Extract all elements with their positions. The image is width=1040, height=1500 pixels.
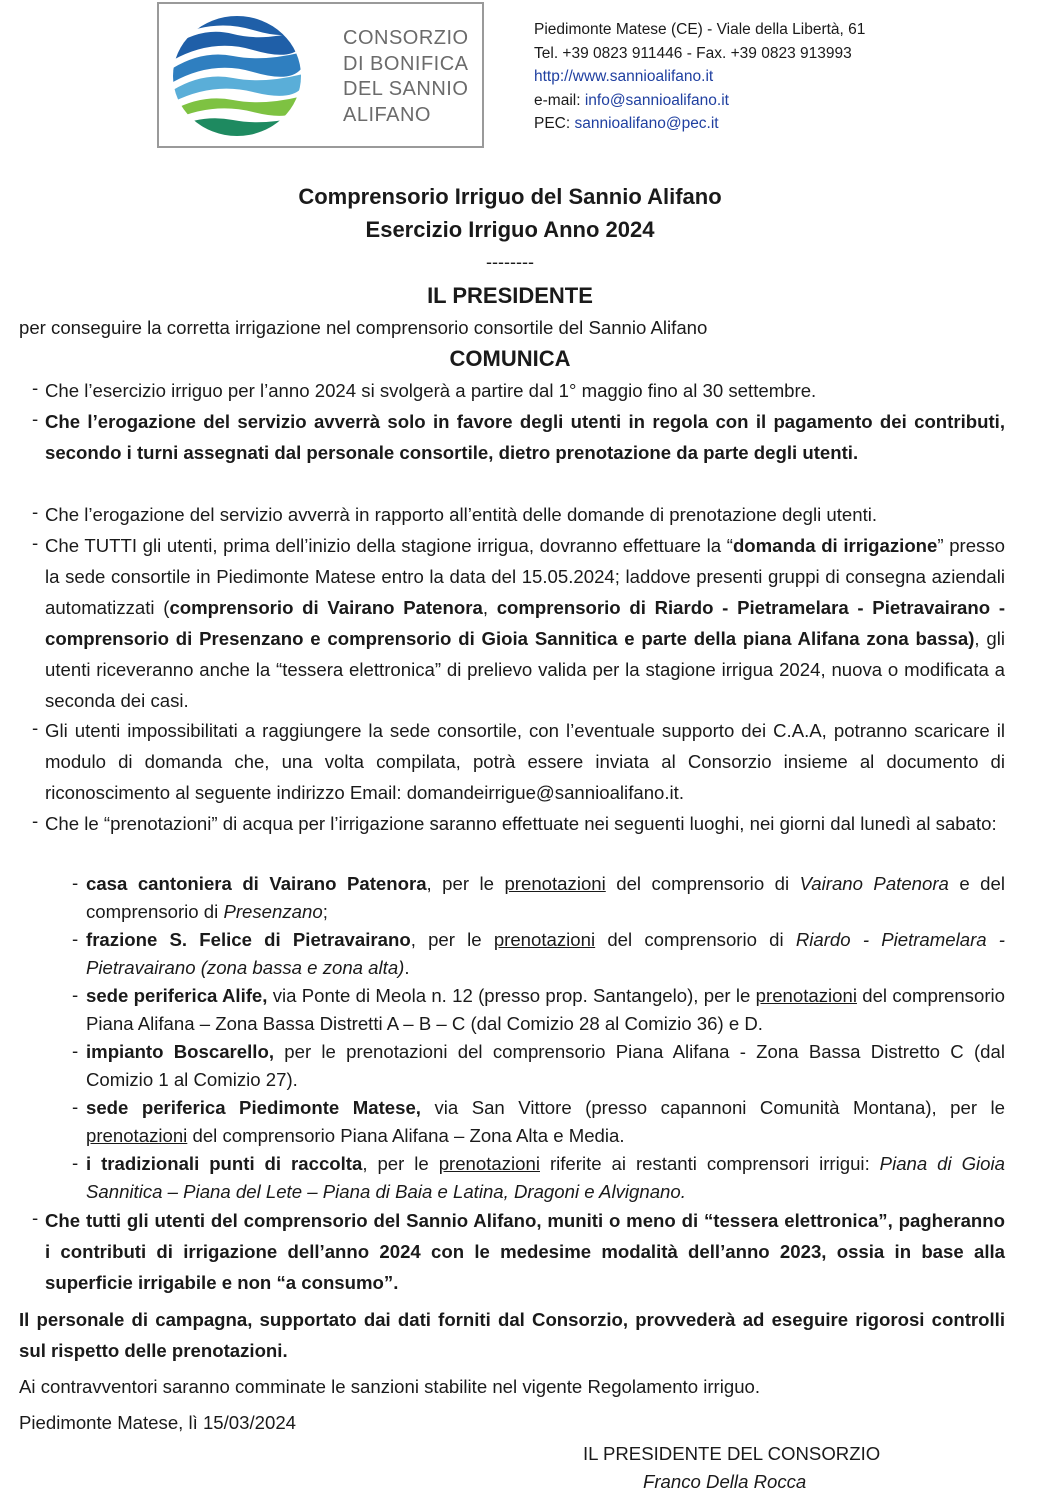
text: del comprensorio di (605, 873, 800, 894)
text: , per le (426, 873, 505, 894)
text-underline: prenotazioni (86, 1125, 188, 1146)
text-italic: Presenzano (223, 901, 323, 922)
text-underline: prenotazioni (504, 873, 606, 894)
consorzio-logo (157, 2, 484, 148)
text-italic: Riardo - Pietramelara - Pietravairano (zona bassa e zona alta) (86, 929, 1005, 978)
phone: Tel. +39 0823 911446 - Fax. +39 0823 913993 (534, 44, 852, 62)
website-link[interactable]: http://www.sannioalifano.it (534, 68, 714, 85)
text-bold: i tradizionali punti di raccolta (86, 1153, 363, 1174)
text: ; (322, 901, 328, 922)
text-italic: Piana di Gioia Sannitica – Piana del Lete – Piana di Baia e Latina, Dragoni e Alvignano. (86, 1153, 1005, 1202)
address: Piedimonte Matese (CE) - Viale della Libertà, 61 (534, 21, 866, 38)
logo-line: CONSORZIO (343, 27, 469, 49)
sub-bullet-dash: - (72, 1096, 79, 1117)
text-bold: impianto Boscarello, (86, 1041, 274, 1062)
text-underline: prenotazioni (493, 929, 596, 950)
item-application (45, 530, 1005, 716)
text-bold: domanda di irrigazione (732, 535, 938, 556)
text-bold: sede periferica Piedimonte Matese, (86, 1097, 421, 1118)
email-line (534, 89, 865, 113)
bullet-dash: - (32, 408, 39, 429)
text: riferite ai restanti comprensori irrigui: (540, 1153, 880, 1174)
item-payment-requirement: Che l’erogazione del servizio avverrà solo in favore degli utenti in regola con il pagamento dei contributi, secondo i turni assegnati dal personale consortile, dietro prenotazione da parte degli utenti. (45, 411, 1005, 463)
sub-item-traditional-points (86, 1150, 1005, 1206)
pec-link[interactable]: sannioalifano@pec.it (574, 115, 719, 132)
text-bold: sede periferica Alife, (86, 985, 268, 1006)
text: via Ponte di Meola n. 12 (presso prop. Santangelo), per le (267, 985, 756, 1006)
sanctions-paragraph: Ai contravventori saranno comminate le sanzioni stabilite nel vigente Regolamento irriguo. (19, 1376, 761, 1397)
comunica-heading: COMUNICA (449, 346, 571, 371)
text-underline: prenotazioni (438, 1153, 540, 1174)
sub-item-pietravairano (86, 926, 1005, 982)
text-bold: casa cantoniera di Vairano Patenora (86, 873, 427, 894)
text: per le prenotazioni del comprensorio Piana Alifana - Zona Bassa Distretto C (dal Comizio 1 al Comizio 27). (86, 1041, 1005, 1090)
sub-item-vairano (86, 870, 1005, 926)
sub-bullet-dash: - (72, 872, 79, 893)
logo-wordmark (343, 26, 469, 128)
item-remote-application: Gli utenti impossibilitati a raggiungere la sede consortile, con l’eventuale supporto dei C.A.A, potranno scaricare il modulo di domanda che, una volta compilata, potrà essere inviata al Consorzio insieme al documento di riconoscimento al seguente indirizzo Email: domandeirrigue@sannioalifano.it. (45, 720, 1005, 803)
bullet-dash: - (32, 717, 39, 738)
email-label: e-mail: (534, 91, 585, 109)
contact-block (534, 18, 865, 136)
pec-line (534, 112, 865, 136)
text-bold: frazione S. Felice di Pietravairano (86, 929, 411, 950)
text-bold: comprensorio di Riardo - Pietramelara - Pietravairano - comprensorio di Presenzano e comprensorio di Gioia Sannitica e parte della piana Alifana zona bassa) (45, 597, 1006, 649)
email-link[interactable]: info@sannioalifano.it (584, 91, 729, 109)
bullet-dash: - (32, 377, 39, 398)
item-contributions: Che tutti gli utenti del comprensorio del Sannio Alifano, muniti o meno di “tessera elettronica”, pagheranno i contributi di irrigazione dell’anno 2024 con le medesime modalità dell’anno 2023, ossia in base alla superficie irrigabile e non “a consumo”. (45, 1210, 1005, 1293)
text: , per le (362, 1153, 439, 1174)
text: via San Vittore (presso capannoni Comunità Montana), per le (420, 1097, 1005, 1118)
text: del comprensorio Piana Alifana – Zona Bassa Distretti A – B – C (dal Comizio 28 al Comizio 36) e D. (86, 985, 1005, 1034)
logo-line: ALIFANO (343, 103, 431, 126)
text: . (404, 957, 410, 978)
separator: -------- (486, 252, 534, 272)
item-period: Che l’esercizio irriguo per l’anno 2024 si svolgerà a partire dal 1° maggio fino al 30 settembre. (45, 380, 817, 401)
item-booking-places: Che le “prenotazioni” di acqua per l’irrigazione saranno effettuate nei seguenti luoghi, nei giorni dal lunedì al sabato: (45, 813, 997, 834)
sub-bullet-dash: - (72, 1040, 79, 1061)
bullet-dash: - (32, 532, 39, 553)
text: ” presso la sede consortile in Piedimonte Matese entro la data del 15.05.2024; laddove presenti gruppi di consegna aziendali automatizzati ( (45, 535, 1005, 618)
text: Che TUTTI gli utenti, prima dell’inizio della stagione irrigua, dovranno effettuare la “ (45, 535, 733, 556)
signature-name: Franco Della Rocca (643, 1471, 807, 1492)
pec-label: PEC: (534, 115, 575, 132)
bullet-dash: - (32, 810, 39, 831)
text: , gli utenti riceveranno anche la “tessera elettronica” di prelievo valida per la stagione irrigua 2024, nuova o modificata a seconda dei casi. (45, 628, 1005, 711)
controls-paragraph: Il personale di campagna, supportato dai dati forniti dal Consorzio, provvederà ad eseguire rigorosi controlli sul rispetto delle prenotazioni. (19, 1309, 1005, 1361)
intro-text: per conseguire la corretta irrigazione nel comprensorio consortile del Sannio Alifano (19, 317, 708, 338)
signature-title: IL PRESIDENTE DEL CONSORZIO (583, 1443, 881, 1464)
text: del comprensorio Piana Alifana – Zona Alta e Media. (187, 1125, 625, 1146)
sub-bullet-dash: - (72, 984, 79, 1005)
text-italic: Vairano Patenora (799, 873, 949, 894)
text-underline: prenotazioni (755, 985, 857, 1006)
text: e del comprensorio di (86, 873, 1005, 922)
sub-bullet-dash: - (72, 1152, 79, 1173)
sub-item-piedimonte (86, 1094, 1005, 1150)
sub-item-alife (86, 982, 1005, 1038)
title-line-1: Comprensorio Irriguo del Sannio Alifano (298, 184, 722, 209)
bullet-dash: - (32, 501, 39, 522)
place-date: Piedimonte Matese, lì 15/03/2024 (19, 1412, 297, 1433)
logo-line: DI BONIFICA (343, 52, 469, 75)
text: del comprensorio di (595, 929, 796, 950)
text: , per le (410, 929, 494, 950)
text: , (482, 597, 497, 618)
sub-bullet-dash: - (72, 928, 79, 949)
text-bold: comprensorio di Vairano Patenora (169, 597, 483, 618)
item-delivery-ratio: Che l’erogazione del servizio avverrà in rapporto all’entità delle domande di prenotazione degli utenti. (45, 504, 878, 525)
sub-item-boscarello (86, 1038, 1005, 1094)
waves-logo-icon (173, 16, 331, 138)
bullet-dash: - (32, 1207, 39, 1228)
president-heading: IL PRESIDENTE (427, 283, 593, 308)
logo-line: DEL SANNIO (343, 78, 469, 100)
title-line-2: Esercizio Irriguo Anno 2024 (365, 217, 655, 242)
